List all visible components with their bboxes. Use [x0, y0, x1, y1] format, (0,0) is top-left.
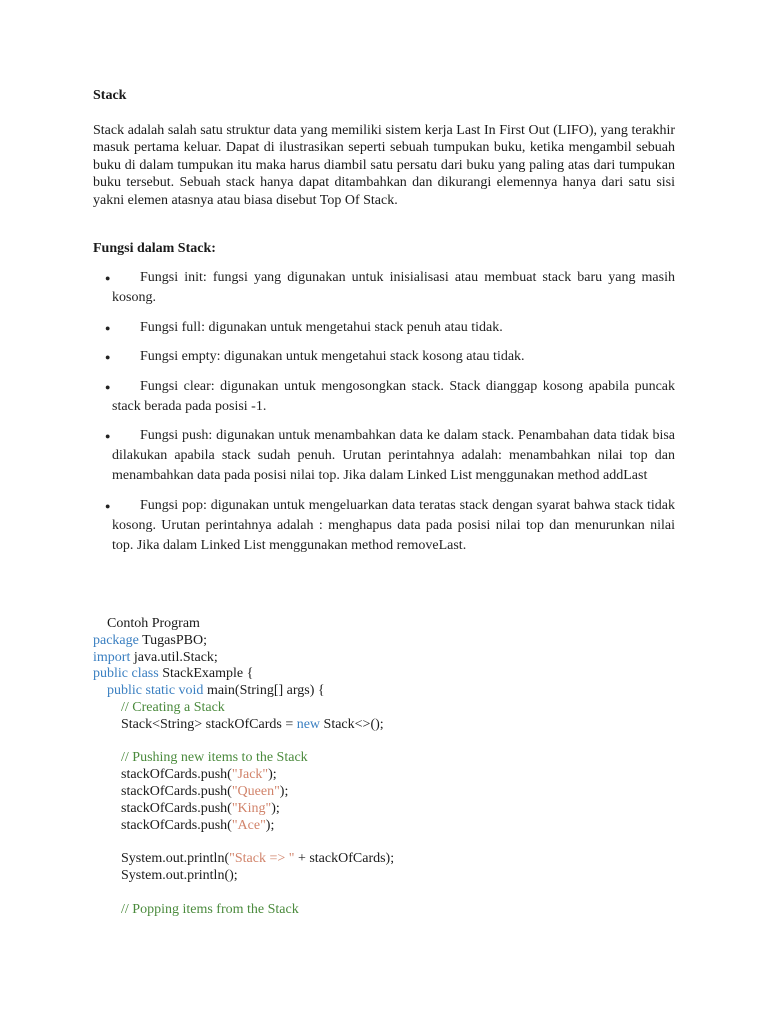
list-item: ● Fungsi full: digunakan untuk mengetahui stack penuh atau tidak. — [112, 318, 675, 338]
functions-list — [105, 268, 675, 565]
code-line-package: package TugasPBO; — [93, 632, 207, 648]
code-line-import: import java.util.Stack; — [93, 649, 218, 665]
list-item: ● Fungsi clear: digunakan untuk mengosongkan stack. Stack dianggap kosong apabila puncak stack berada pada posisi -1. — [105, 378, 675, 414]
list-item: ● Fungsi push: digunakan untuk menambahkan data ke dalam stack. Penambahan data tidak bisa dilakukan apabila stack sudah penuh. Urutan perintahnya adalah: menambahkan nilai top dan menambahkan data pada posisi nilai top. Jika dalam Linked List menggunakan method addLast — [105, 428, 675, 483]
code-blank-line — [93, 734, 733, 751]
code-line-push: stackOfCards.push("Ace"); — [121, 817, 275, 833]
code-blank-line — [93, 834, 733, 851]
code-comment-create: // Creating a Stack — [121, 699, 225, 715]
code-comment-push: // Pushing new items to the Stack — [121, 750, 308, 766]
code-line-println: System.out.println(); — [121, 867, 238, 883]
intro-paragraph: Stack adalah salah satu struktur data yang memiliki sistem kerja Last In First Out (LIFO), yang terakhir masuk pertama keluar. Dapat di ilustrasikan seperti sebuah tumpukan buku, ketika mengambil sebuah buku di dalam tumpukan itu maka harus diambil satu persatu dari buku yang paling atas dari tumpukan buku tersebut. Sebuah stack hanya dapat ditambahkan dan dikurangi elemennya hanya dari satu sisi yakni elemen atasnya atau biasa disebut Top Of Stack. — [93, 123, 675, 208]
functions-heading: Fungsi dalam Stack: — [93, 241, 216, 256]
code-blank-line — [93, 885, 733, 902]
list-item: ● Fungsi empty: digunakan untuk mengetahui stack kosong atau tidak. — [112, 347, 675, 367]
code-line-declaration: Stack<String> stackOfCards = new Stack<>(); — [121, 716, 384, 732]
list-item: ● Fungsi init: fungsi yang digunakan untuk inisialisasi atau membuat stack baru yang masih kosong. — [105, 270, 675, 305]
bullet-icon: ● — [105, 431, 111, 441]
code-line-push: stackOfCards.push("Jack"); — [121, 767, 277, 783]
code-comment-pop: // Popping items from the Stack — [121, 901, 299, 917]
code-line-main: public static void main(String[] args) { — [107, 683, 325, 699]
code-sample — [93, 616, 733, 918]
bullet-icon: ● — [105, 381, 111, 392]
bullet-icon: ● — [105, 322, 111, 333]
code-caption: Contoh Program — [107, 616, 200, 631]
code-line-print-stack: System.out.println("Stack => " + stackOfCards); — [121, 851, 395, 867]
code-line-push: stackOfCards.push("Queen"); — [121, 783, 289, 799]
list-item: ● Fungsi pop: digunakan untuk mengeluarkan data teratas stack dengan syarat bahwa stack tidak kosong. Urutan perintahnya adalah : menghapus data pada posisi nilai top dan menurunkan nilai top. Jika dalam Linked List menggunakan method removeLast. — [105, 497, 675, 553]
code-line-push: stackOfCards.push("King"); — [121, 800, 280, 816]
bullet-icon: ● — [105, 273, 111, 283]
bullet-icon: ● — [105, 500, 111, 511]
bullet-icon: ● — [105, 352, 111, 362]
page-title: Stack — [93, 88, 127, 103]
code-line-class: public class StackExample { — [93, 666, 254, 682]
